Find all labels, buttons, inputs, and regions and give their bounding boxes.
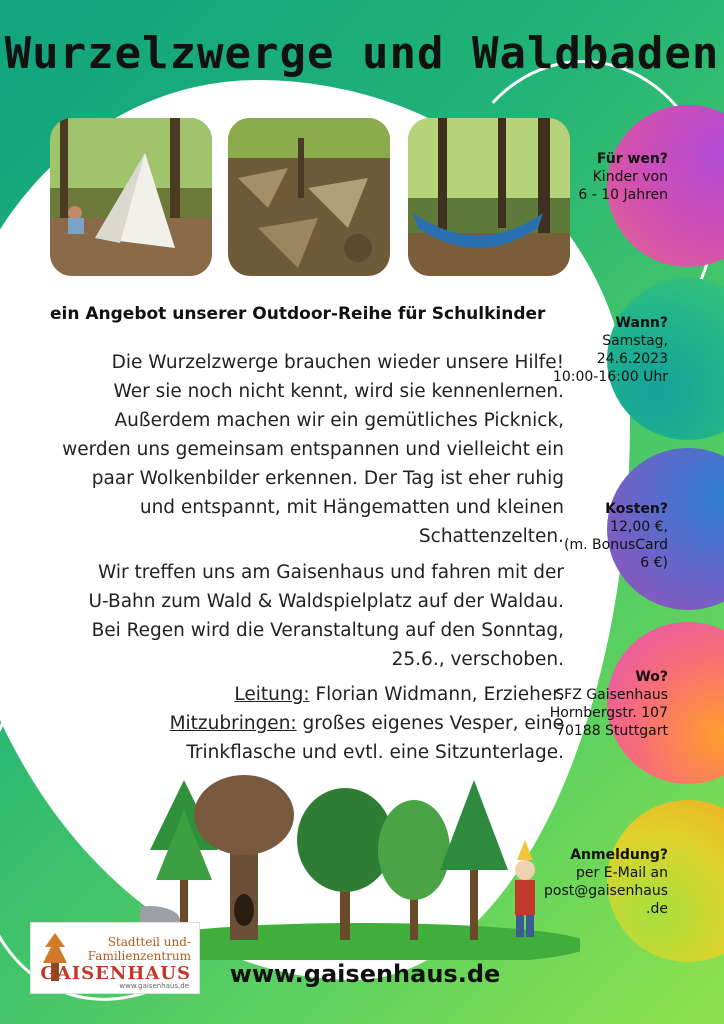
- tent-photo-image: [50, 118, 212, 276]
- page-title: Wurzelzwerge und Waldbaden: [4, 28, 720, 79]
- logo-line-4: www.gaisenhaus.de: [119, 982, 189, 990]
- info-line: Kinder von: [592, 169, 668, 185]
- leitung-line: [4, 680, 564, 709]
- info-target-text: [518, 150, 668, 204]
- leitung-value: Florian Widmann, Erzieher.: [309, 684, 564, 705]
- website-link[interactable]: www.gaisenhaus.de: [229, 960, 501, 988]
- info-line: (m. BonusCard: [564, 537, 668, 553]
- info-line: Samstag,: [602, 333, 668, 349]
- text-line: Bei Regen wird die Veranstaltung auf den Sonntag,: [91, 620, 564, 641]
- text-line: Wer sie noch nicht kennt, wird sie kennenlernen.: [113, 381, 564, 402]
- info-heading: Kosten?: [605, 501, 668, 517]
- info-line: 6 - 10 Jahren: [578, 187, 668, 203]
- meeting-paragraph: [4, 558, 564, 674]
- forest-illustration: [140, 760, 580, 960]
- mitbringen-line-2: Trinkflasche und evtl. eine Sitzunterlage.: [186, 742, 564, 763]
- info-line: 10:00-16:00 Uhr: [552, 369, 668, 385]
- subtitle: ein Angebot unserer Outdoor-Reihe für Schulkinder: [50, 304, 546, 324]
- photo-tent: [50, 118, 212, 276]
- gaisenhaus-logo: [30, 922, 200, 994]
- text-line: und entspannt, mit Hängematten und kleinen: [139, 497, 564, 518]
- info-line: Hornbergstr. 107: [549, 705, 668, 721]
- logo-line-2: Familienzentrum: [87, 949, 191, 963]
- info-heading: Für wen?: [596, 151, 668, 167]
- text-line: U-Bahn zum Wald & Waldspielplatz auf der Waldau.: [88, 591, 564, 612]
- text-line: Wir treffen uns am Gaisenhaus und fahren mit der: [97, 562, 564, 583]
- logo-line-3: GAISENHAUS: [40, 963, 191, 984]
- info-line: 24.6.2023: [596, 351, 668, 367]
- info-line: SFZ Gaisenhaus: [555, 687, 668, 703]
- text-line: Die Wurzelzwerge brauchen wieder unsere Hilfe!: [111, 352, 564, 373]
- info-line: post@gaisenhaus: [544, 883, 668, 899]
- info-line: per E-Mail an: [576, 865, 668, 881]
- info-line: 6 €): [640, 555, 668, 571]
- text-line: werden uns gemeinsam entspannen und vielleicht ein: [62, 439, 564, 460]
- info-heading: Wo?: [635, 669, 668, 685]
- mitbringen-value: großes eigenes Vesper, eine: [296, 713, 564, 734]
- info-line: .de: [646, 901, 668, 917]
- info-heading: Wann?: [615, 315, 668, 331]
- text-line: paar Wolkenbilder erkennen. Der Tag ist eher ruhig: [91, 468, 564, 489]
- mitbringen-label: Mitzubringen:: [169, 713, 297, 734]
- text-line: 25.6., verschoben.: [391, 649, 564, 670]
- photo-forest-floor: [228, 118, 390, 276]
- text-line: Außerdem machen wir ein gemütliches Picknick,: [114, 410, 564, 431]
- leitung-label: Leitung:: [234, 684, 310, 705]
- info-line: 12,00 €,: [610, 519, 668, 535]
- info-when-text: [518, 314, 668, 386]
- info-heading: Anmeldung?: [570, 847, 668, 863]
- text-line: Schattenzelten.: [418, 526, 564, 547]
- details-paragraph: [4, 680, 564, 767]
- info-cost-text: [518, 500, 668, 572]
- forest-floor-image: [228, 118, 390, 276]
- description-paragraph: [4, 348, 564, 551]
- info-where-text: [518, 668, 668, 740]
- info-line: 70188 Stuttgart: [556, 723, 668, 739]
- mitbringen-line: [4, 709, 564, 738]
- logo-line-1: Stadtteil und-: [107, 935, 191, 949]
